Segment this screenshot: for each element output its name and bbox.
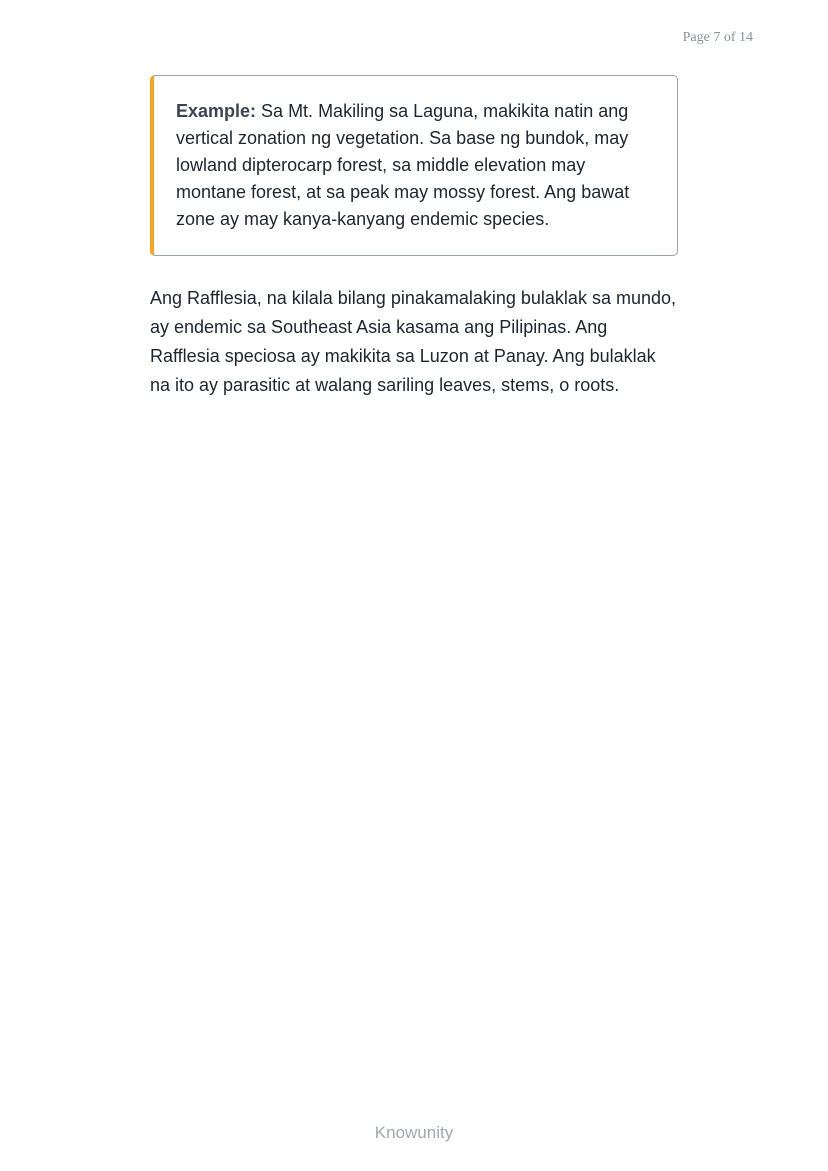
example-text: Sa Mt. Makiling sa Laguna, makikita natin ang vertical zonation ng vegetation. Sa base ng bundok, may lowland dipterocarp forest, sa middle elevation may montane forest, at sa peak may mossy forest. Ang bawat zone ay may kanya-kanyang endemic species. (176, 101, 630, 229)
page-indicator: Page 7 of 14 (682, 30, 753, 45)
example-callout (150, 75, 678, 256)
example-label: Example: (176, 101, 257, 121)
footer-brand: Knowunity (374, 1123, 454, 1142)
body-paragraph: Ang Rafflesia, na kilala bilang pinakamalaking bulaklak sa mundo, ay endemic sa Southeast Asia kasama ang Pilipinas. Ang Rafflesia speciosa ay makikita sa Luzon at Panay. Ang bulaklak na ito ay parasitic at walang sariling leaves, stems, o roots. (150, 288, 676, 395)
